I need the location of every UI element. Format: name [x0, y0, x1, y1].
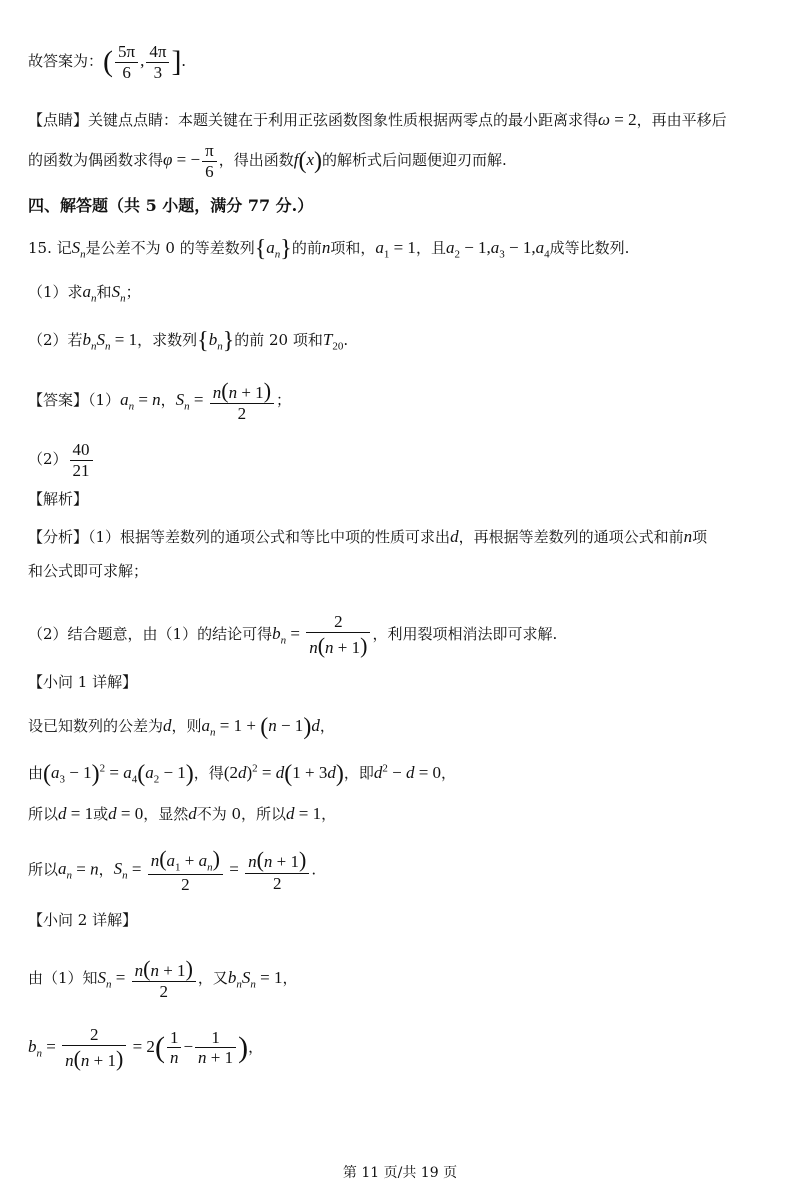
question-15-part-1: （1）求$a_n$和$S_n$；: [28, 282, 141, 305]
page-footer: 第 11 页/共 19 页: [342, 1165, 458, 1181]
solution-1-line-3: 所以d = 1或d = 0，显然d不为 0，所以d = 1，: [28, 804, 337, 823]
hint-line-1: 【点睛】关键点点睛：本题关键在于利用正弦函数图象性质根据两零点的最小距离求得ω = 2，再由平移后: [28, 110, 727, 129]
question-15-part-2: （2）若$b_nS_n = 1$，求数列$\{b_n\}$的前 20 项和$T_{20}$.: [28, 328, 349, 354]
solution-1-line-1: 设已知数列的公差为d，则$a_n = 1 + (n - 1)d$，: [28, 714, 335, 740]
hint-tag: 【点睛】: [28, 111, 89, 129]
answer-line: 故答案为：( $\frac{5\pi}{6}$ , $\frac{4\pi}{3}$ ].: [28, 42, 186, 82]
answer-tag: 【答案】: [28, 390, 89, 409]
answer-part-1: 【答案】$(1)a_n = n$，$S_n$ = $\frac{n(n + 1)}{2}$ ；: [28, 378, 292, 424]
solution-1-line-4: 所以$a_n = n$，$S_n$ = $\frac{n(a_1 + a_n)}{2}$ = $\frac{n(n + 1)}{2}$ .: [28, 846, 317, 895]
hint-line-2: 的函数为偶函数求得φ = − $\frac{\pi}{6}$ ，得出函数f(x)的解析式后问题便迎刃而解.: [28, 141, 507, 181]
fenxi-line-2: 和公式即可求解；: [28, 562, 149, 580]
answer-part-2: （2） $\frac{40}{21}$: [28, 440, 95, 480]
sub-question-2-tag: 【小问 2 详解】: [28, 911, 138, 929]
solution-2-line-1: 由（1）知$S_n$ = $\frac{n(n + 1)}{2}$ ，又$b_nS_n = 1$，: [28, 956, 298, 1002]
fenxi-tag: 【分析】: [28, 528, 89, 546]
fenxi-line-1: 【分析】（1）根据等差数列的通项公式和等比中项的性质可求出d，再根据等差数列的通项公式和前n项: [28, 527, 708, 546]
analysis-tag: 【解析】: [28, 490, 89, 508]
solution-1-line-2: 由$(a_3 - 1)^2 = a_4(a_2 - 1)$，得$(2d)^2 = d(1 + 3d)$，即$d^2 - d = 0$，: [28, 761, 457, 787]
solution-2-line-2: $b_n$ = $\frac{2}{n(n + 1)}$ = 2( $\frac{1}{n}$ − $\frac{1}{n + 1}$ )，: [28, 1025, 264, 1071]
question-15: 15. 记$S_n$是公差不为 0 的等差数列$\{a_n\}$的前n项和，$a_1 = 1$，且$a_2 - 1,a_3 - 1,a_4$成等比数列.: [28, 236, 630, 262]
section-title: 四、解答题（共 5 小题，满分 77 分.）: [28, 196, 314, 215]
sub-question-1-tag: 【小问 1 详解】: [28, 673, 138, 691]
fenxi-line-3: （2）结合题意，由（1）的结论可得$b_n$ = $\frac{2}{n(n + 1)}$ ，利用裂项相消法即可求解.: [28, 612, 558, 658]
answer-lead-text: 故答案为：: [28, 52, 104, 71]
